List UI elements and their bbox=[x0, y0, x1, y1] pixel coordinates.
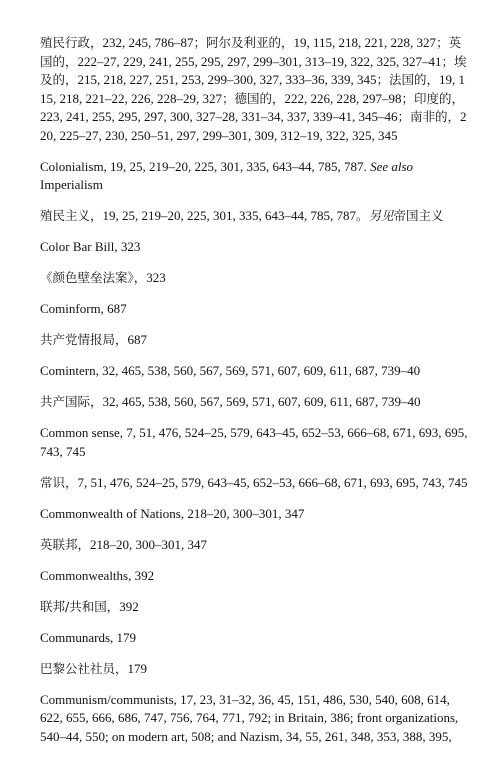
entry-text: 殖民主义， bbox=[40, 208, 103, 223]
entry-text: 215, 218, 227, 251, 253, 299–300, 327, 333–36, 339, 345 bbox=[77, 72, 377, 87]
entry-text: Commonwealths, 392 bbox=[40, 567, 155, 583]
entry-text: 323 bbox=[146, 270, 166, 285]
entry-text: 223, 241, 255, 295, 297, 300, 327–28, 331–34, 337, 339–41, 345–46 bbox=[40, 109, 398, 124]
entry-text: 232, 245, 786–87 bbox=[102, 35, 194, 50]
entry-text: ；英国的， bbox=[40, 35, 462, 69]
entry-text: 7, 51, 476, 524–25, 579, 643–45, 652–53, 666–68, 671, 693, 695, 743, 745 bbox=[77, 474, 468, 490]
entry-text: 19, 25, 219–20, 225, 301, 335, 643–44, 785, 787 bbox=[102, 208, 357, 223]
index-entry-english bbox=[40, 300, 470, 319]
entry-text: 392 bbox=[119, 598, 139, 614]
entry-text: 英联邦， bbox=[40, 536, 91, 552]
entry-text: 179 bbox=[127, 660, 148, 676]
entry-text: ；印度的， bbox=[401, 90, 465, 106]
entry-text: ；德国的， bbox=[222, 90, 285, 106]
index-entry-chinese bbox=[40, 536, 470, 555]
index-entry-english bbox=[40, 691, 470, 747]
entry-text: 222–27, 229, 241, 255, 295, 297, 299–301, 313–19, 322, 325, 327–41 bbox=[77, 53, 442, 69]
cross-reference-label: See also bbox=[370, 158, 414, 174]
entry-text: 32, 465, 538, 560, 567, 569, 571, 607, 609, 611, 687, 739–40 bbox=[102, 394, 421, 409]
entry-text: 帝国主义 bbox=[393, 208, 444, 223]
entry-text: ；阿尔及利亚的， bbox=[193, 35, 294, 50]
entry-text: 共产党情报局， bbox=[40, 332, 128, 347]
entry-text: 《颜色壁垒法案》， bbox=[40, 270, 147, 285]
entry-text: 巴黎公社社员， bbox=[40, 660, 128, 676]
entry-text: Commonwealth of Nations, 218–20, 300–301, 347 bbox=[40, 505, 305, 521]
entry-text: 殖民行政， bbox=[40, 35, 103, 50]
index-entry-chinese bbox=[40, 393, 470, 412]
entry-text: 218–20, 300–301, 347 bbox=[90, 536, 208, 552]
entry-text: ；法国的， bbox=[376, 72, 440, 87]
index-page bbox=[40, 34, 470, 759]
index-entry-english bbox=[40, 238, 470, 257]
entry-text: Common sense, 7, 51, 476, 524–25, 579, 643–45, 652–53, 666–68, 671, 693, 695, 743, 745 bbox=[40, 425, 468, 459]
entry-text: ；南非的， bbox=[397, 109, 461, 124]
entry-text: 联邦/共和国， bbox=[40, 598, 120, 614]
entry-text: Comintern, 32, 465, 538, 560, 567, 569, 571, 607, 609, 611, 687, 739–40 bbox=[40, 363, 421, 378]
entry-text: 19, 115, 218, 221, 228, 327 bbox=[293, 35, 437, 50]
index-entry-chinese bbox=[40, 474, 470, 493]
index-entry-english bbox=[40, 567, 470, 586]
index-entry-chinese bbox=[40, 331, 470, 350]
index-entry-chinese bbox=[40, 34, 470, 145]
entry-text: ；埃及的， bbox=[40, 53, 467, 87]
entry-text: Colonialism, 19, 25, 219–20, 225, 301, 335, 643–44, 785, 787. bbox=[40, 158, 371, 174]
index-entry-chinese bbox=[40, 598, 470, 617]
entry-text: Communards, 179 bbox=[40, 629, 137, 645]
index-entry-chinese bbox=[40, 660, 470, 679]
entry-text: 222, 226, 228, 297–98 bbox=[284, 90, 402, 106]
entry-text: Imperialism bbox=[40, 177, 103, 192]
entry-text: 687 bbox=[127, 332, 148, 347]
entry-text: Cominform, 687 bbox=[40, 301, 127, 316]
index-entry-chinese bbox=[40, 269, 470, 288]
index-entry-english bbox=[40, 629, 470, 648]
index-entry-english bbox=[40, 158, 470, 195]
entry-text: 220, 225–27, 230, 250–51, 297, 299–301, 309, 312–19, 322, 325, 345 bbox=[40, 109, 467, 143]
index-entry-chinese bbox=[40, 207, 470, 226]
entry-text: Color Bar Bill, 323 bbox=[40, 239, 141, 254]
index-entry-english bbox=[40, 362, 470, 381]
entry-text: 19, 115, 218, 221–22, 226, 228–29, 327 bbox=[40, 72, 466, 106]
index-entry-english bbox=[40, 424, 470, 461]
cross-reference-label: 另见 bbox=[368, 208, 394, 223]
index-entry-english bbox=[40, 505, 470, 524]
entry-text: 共产国际， bbox=[40, 394, 103, 409]
entry-text: 常识， bbox=[40, 474, 78, 490]
entry-text: Communism/communists, 17, 23, 31–32, 36, 45, 151, 486, 530, 540, 608, 614, 622, 655, 666, 686, 747, 756, 764, 771, 792; in Britain, 386; front organizations, 540–44, 550; on modern art, 508; and Nazism, 34, 55, 261, 348, 353, 388, 395, bbox=[40, 691, 459, 744]
entry-text: 。 bbox=[356, 208, 369, 223]
